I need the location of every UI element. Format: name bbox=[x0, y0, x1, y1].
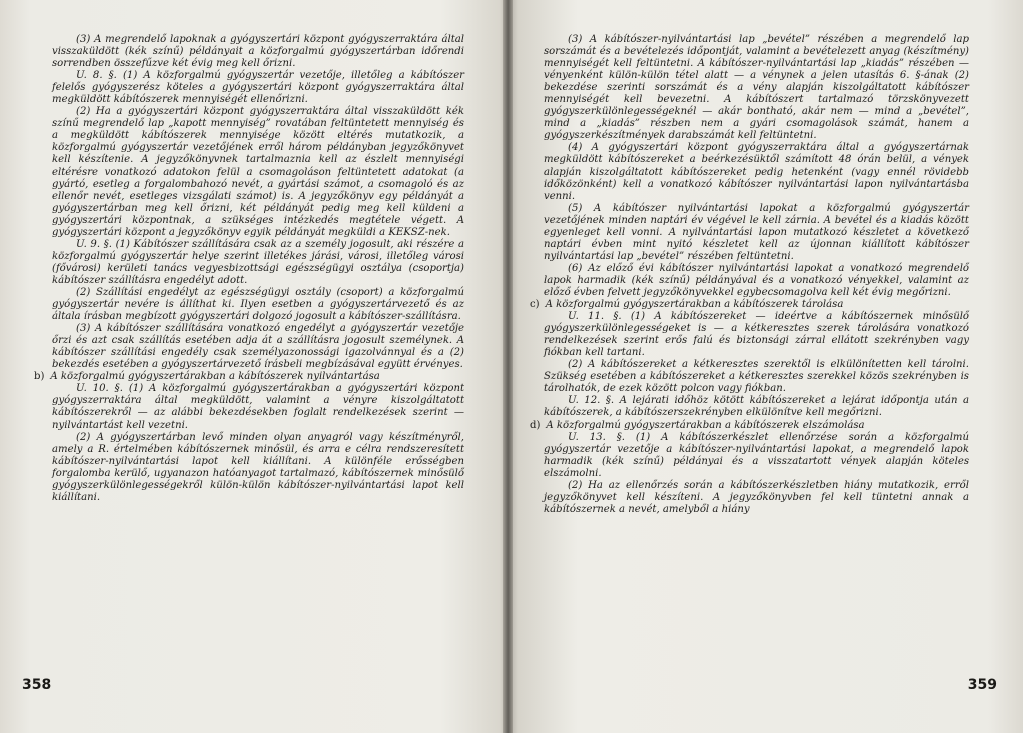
section-label: b) bbox=[34, 371, 45, 383]
paragraph: (2) Szállítási engedélyt az egészségügyi osztály (csoport) a közforgalmú gyógyszertár nevére is állíthat ki. Ilyen esetben a gyógyszertárvezető és az általa írásban megbízott gyógyszertári dolgozó jogosult a kábítószer-szállításra. bbox=[52, 286, 464, 323]
page-number: 358 bbox=[22, 677, 52, 693]
section-label: d) bbox=[530, 419, 541, 431]
section-title: A közforgalmú gyógyszertárakban a kábítószerek tárolása bbox=[545, 299, 844, 311]
paragraph: (2) Ha az ellenőrzés során a kábítószerkészletben hiány mutatkozik, erről jegyzőkönyvet kell készíteni. A jegyzőkönyvben fel kell tüntetni annak a kábítószernek a nevét, amelyből a hiány bbox=[544, 479, 969, 515]
right-text-column bbox=[530, 34, 969, 516]
section-title: A közforgalmú gyógyszertárakban a kábítószerek elszámolása bbox=[546, 419, 865, 431]
paragraph: U. 10. §. (1) A közforgalmú gyógyszertárakban a gyógyszertári központ gyógyszerraktára által megküldött, valamint a vényre kiszolgáltatott kábítószerekről — az alábbi bekezdésekben foglalt rendelkezések szerint — nyilvántartást kell vezetni. bbox=[52, 383, 464, 431]
paragraph: U. 13. §. (1) A kábítószerkészlet ellenőrzése során a közforgalmú gyógyszertár vezetője a kábítószer-nyilvántartási lapokat, a megrendelő lapok harmadik (kék színű) példányai és a visszatartott vények alapján köteles elszámolni. bbox=[544, 431, 969, 479]
paragraph: U. 11. §. (1) A kábítószereket — ideértve a kábítószernek minősülő gyógyszerkülönlegességeket is — a kétkeresztes szerek tárolására vonatkozó rendelkezések szerint erős falú és biztonsági zárral ellátott szekrényben vagy fiókban kell tartani. bbox=[544, 311, 969, 359]
book-gutter bbox=[503, 0, 513, 733]
left-page bbox=[0, 0, 508, 733]
paragraph: (4) A gyógyszertári központ gyógyszerraktára által a gyógyszertárnak megküldött kábítószereket a beérkezésüktől számított 48 órán belül, a vények alapján kiszolgáltatott kábítószereket pedig hetenként (vagy ennél rövidebb időközönként) kell a vonatkozó kábítószer nyilvántartási lapon nyilvántartásba venni. bbox=[544, 142, 969, 202]
paragraph: (3) A megrendelő lapoknak a gyógyszertári központ gyógyszerraktára által visszaküldött (kék színű) példányait a közforgalmú gyógyszertárban időrendi sorrendben összefűzve két évig meg kell őrizni. bbox=[52, 34, 464, 70]
section-heading-b bbox=[34, 371, 464, 383]
paragraph: (3) A kábítószer szállítására vonatkozó engedélyt a gyógyszertár vezetője őrzi és azt csak szállítás esetében adja át a szállításra jogosult személynek. A kábítószer szállítási engedély csak személyazonossági igazolvánnyal és a (2) bekezdés esetében a gyógyszertárvezető írásbeli megbízásával együtt érvényes. bbox=[52, 323, 464, 371]
page-number: 359 bbox=[967, 677, 997, 693]
paragraph: (2) Ha a gyógyszertári központ gyógyszerraktára által visszaküldött kék színű megrendelő lap „kapott mennyiség” rovatában feltüntetett mennyiség és a megküldött kábítószerek mennyisége között eltérés mutatkozik, a közforgalmú gyógyszertár vezetőjének erről három példányban jegyzőkönyvet kell készítenie. A jegyzőkönyvnek tartalmaznia kell az észlelt mennyiségi eltérésre vonatkozó adatokon felül a csomagoláson feltüntetett adatokat (a gyártó, esetleg a forgalombahozó nevét, a gyártási számot, a csomagoló és az ellenőr nevét, esetleges vizsgálati számot) is. A jegyzőkönyv egy példányát a gyógyszertárban meg kell őrizni, két példányát pedig meg kell küldeni a gyógyszertári központnak, a szükséges intézkedés megtétele végett. A gyógyszertári központ a jegyzőkönyv egyik példányát megküldi a KEKSZ-nek. bbox=[52, 106, 464, 238]
paragraph: (2) A kábítószereket a kétkeresztes szerektől is elkülönítetten kell tárolni. Szükség esetében a kábítószereket a kétkeresztes szerekkel közös szekrényben is tárolhatók, de ezek között polcon vagy fiókban. bbox=[544, 359, 969, 395]
section-label: c) bbox=[530, 299, 540, 311]
paragraph: U. 9. §. (1) Kábítószer szállítására csak az a személy jogosult, aki részére a közforgalmú gyógyszertár helye szerint illetékes járási, városi, illetőleg városi (fővárosi) kerületi tanács vegyesbizottsági egészségügyi osztálya (csoportja) kábítószer szállításra engedélyt adott. bbox=[52, 238, 464, 286]
paragraph: (2) A gyógyszertárban levő minden olyan anyagról vagy készítményről, amely a R. értelmében kábítószernek minősül, és arra e célra rendszeresített kábítószer-nyilvántartási lapot kell kiállítani. A különféle erősségben forgalomba kerülő, ugyanazon hatóanyagot tartalmazó, kábítószernek minősülő gyógyszerkülönlegességekről külön-külön kábítószer-nyilvántartási lapot kell kiállítani. bbox=[52, 431, 464, 503]
paragraph: (5) A kábítószer nyilvántartási lapokat a közforgalmú gyógyszertár vezetőjének minden naptári év végével le kell zárnia. A bevétel és a kiadás között egyenleget kell vonni. A nyilvántartási lapon mutatkozó készletet a következő naptári évben mint nyitó készletet kell az újonnan kiállított kábítószer nyilvántartási lap „bevétel” részében feltüntetni. bbox=[544, 202, 969, 262]
section-title: A közforgalmú gyógyszertárakban a kábítószerek nyilvántartása bbox=[50, 371, 380, 383]
paragraph: U. 12. §. A lejárati időhöz kötött kábítószereket a lejárat időpontja után a kábítószerek, a kábítószerszekrényben elkülönítve kell megőrizni. bbox=[544, 395, 969, 419]
paragraph: (6) Az előző évi kábítószer nyilvántartási lapokat a vonatkozó megrendelő lapok harmadik (kék színű) példányával és a vonatkozó vényekkel, valamint az előző évben felvett jegyzőkönyvekkel egybecsomagolva kell két évig megőrizni. bbox=[544, 262, 969, 298]
section-heading-d bbox=[530, 420, 969, 432]
paragraph: U. 8. §. (1) A közforgalmú gyógyszertár vezetője, illetőleg a kábítószer felelős gyógyszerész köteles a gyógyszertári központ gyógyszerraktára által megküldött kábítószerek mennyiségét ellenőrizni. bbox=[52, 70, 464, 106]
left-text-column bbox=[34, 34, 464, 504]
paragraph: (3) A kábítószer-nyilvántartási lap „bevétel” részében a megrendelő lap sorszámát és a bevételezés időpontját, valamint a bevételezett anyag (készítmény) mennyiségét kell feltüntetni. A kábítószer-nyilvántartási lap „kiadás” részében — vényenként külön-külön tétel alatt — a vénynek a jelen utasítás 6. §-ának (2) bekezdése szerinti sorszámát és a vény alapján kiszolgáltatott kábítószer mennyiségét kell bevezetni. A kábítószert tartalmazó törzskönyvezett gyógyszerkülönlegességeknél — akár bontható, akár nem — mind a „bevétel”, mind a „kiadás” részben nem a gyári csomagolások számát, hanem a gyógyszerkészítmények darabszámát kell feltüntetni. bbox=[544, 34, 969, 142]
section-heading-c bbox=[530, 299, 969, 311]
right-page bbox=[508, 0, 1023, 733]
